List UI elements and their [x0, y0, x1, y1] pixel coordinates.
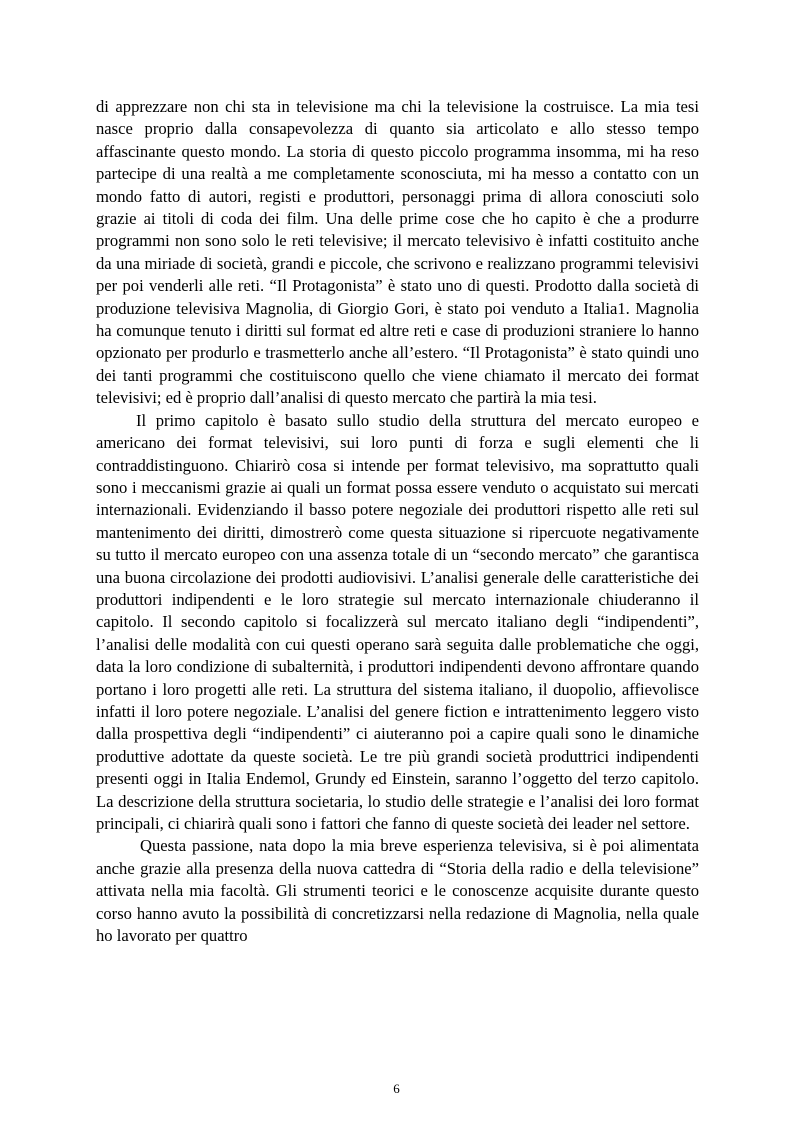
paragraph-2: Il primo capitolo è basato sullo studio della struttura del mercato europeo e americano dei format televisivi, sui loro punti di forza e sugli elementi che li contraddistinguono. Chiarirò cosa si intende per format televisivo, ma soprattutto quali sono i meccanismi grazie ai quali un format possa essere venduto o acquistato sui mercati internazionali. Evidenziando il basso potere negoziale dei produttori rispetto alle reti sul mantenimento dei diritti, dimostrerò come questa situazione si ripercuote negativamente su tutto il mercato europeo con una assenza totale di un “secondo mercato” che garantisca una buona circolazione dei prodotti audiovisivi. L’analisi generale delle caratteristiche dei produttori indipendenti e le loro strategie sul mercato internazionale chiuderanno il capitolo. Il secondo capitolo si focalizzerà sul mercato italiano degli “indipendenti”, l’analisi delle modalità con cui questi operano sarà seguita dalle problematiche che oggi, data la loro condizione di subalternità, i produttori indipendenti devono affrontare quando portano i loro progetti alle reti. La struttura del sistema italiano, il duopolio, affievolisce infatti il loro potere negoziale. L’analisi del genere fiction e intrattenimento leggero visto dalla prospettiva degli “indipendenti” ci aiuteranno poi a capire quali sono le dinamiche produttive adottate da queste società. Le tre più grandi società produttrici indipendenti presenti oggi in Italia Endemol, Grundy ed Einstein, saranno l’oggetto del terzo capitolo. La descrizione della struttura societaria, lo studio delle strategie e l’analisi dei loro format principali, ci chiarirà quali sono i fattori che fanno di queste società dei leader nel settore. [96, 410, 699, 833]
body-text [96, 96, 699, 947]
paragraph-3: Questa passione, nata dopo la mia breve esperienza televisiva, si è poi alimentata anche grazie alla presenza della nuova cattedra di “Storia della radio e della televisione” attivata nella mia facoltà. Gli strumenti teorici e le conoscenze acquisite durante questo corso hanno avuto la possibilità di concretizzarsi nella redazione di Magnolia, nella quale ho lavorato per quattro [96, 836, 699, 946]
page-number: 6 [393, 1081, 400, 1096]
paragraph-1: di apprezzare non chi sta in televisione ma chi la televisione la costruisce. La mia tesi nasce proprio dalla consapevolezza di quanto sia articolato e allo stesso tempo affascinante questo mondo. La storia di questo piccolo programma insomma, mi ha reso partecipe di una realtà a me completamente sconosciuta, mi ha messo a contatto con un mondo fatto di autori, registi e produttori, personaggi prima di allora conosciuti solo grazie ai titoli di coda dei film. Una delle prime cose che ho capito è che a produrre programmi non sono solo le reti televisive; il mercato televisivo è infatti costituito anche da una miriade di società, grandi e piccole, che scrivono e realizzano programmi televisivi per poi venderli alle reti. “Il Protagonista” è stato uno di questi. Prodotto dalla società di produzione televisiva Magnolia, di Giorgio Gori, è stato poi venduto a Italia1. Magnolia ha comunque tenuto i diritti sul format ed altre reti e case di produzioni straniere lo hanno opzionato per produrlo e trasmetterlo anche all’estero. “Il Protagonista” è stato quindi uno dei tanti programmi che costituiscono quello che viene chiamato il mercato dei format televisivi; ed è proprio dall’analisi di questo mercato che partirà la mia tesi. [96, 97, 699, 408]
